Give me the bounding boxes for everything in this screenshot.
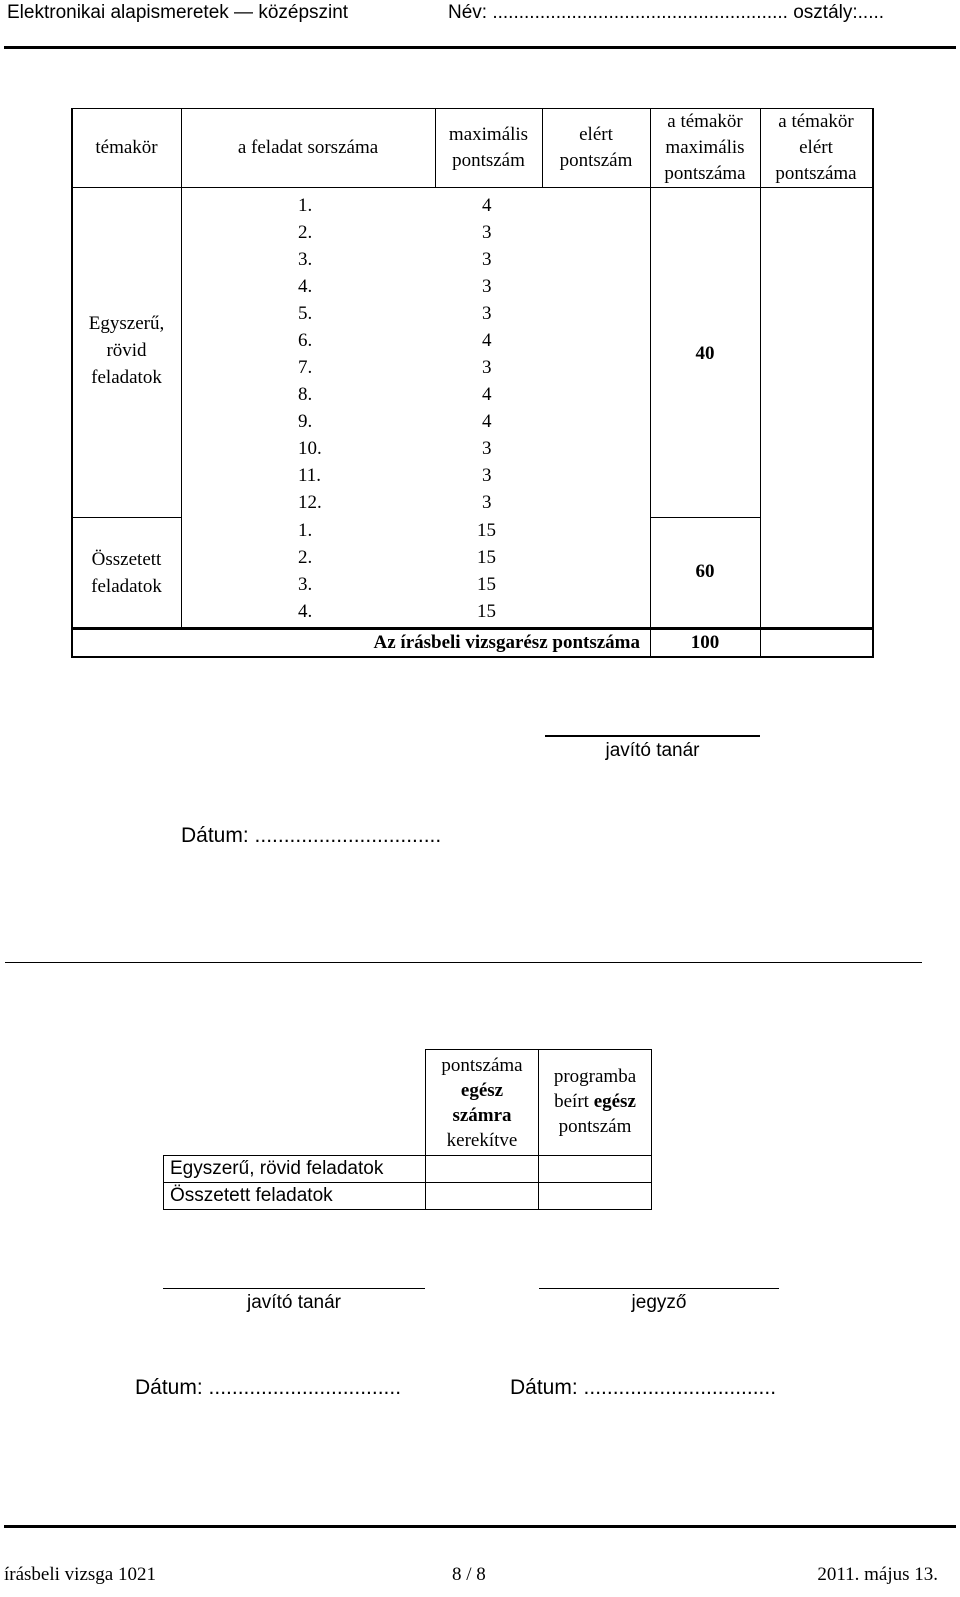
col-header-rounded-points: pontszáma egész számra kerekítve	[441, 1054, 523, 1151]
table-row-number: 2.	[298, 547, 313, 568]
signature-line	[163, 1288, 425, 1289]
total-value: 100	[690, 631, 720, 653]
total-label: Az írásbeli vizsgarész pontszáma	[373, 631, 640, 653]
table-row-number: 4.	[298, 276, 313, 297]
col-header-max-points: maximális pontszám	[448, 123, 529, 171]
date-field: Dátum: .................................	[510, 1376, 777, 1399]
table-row-max: 4	[482, 330, 492, 351]
table-row-max: 4	[482, 195, 492, 216]
table-row-max: 3	[482, 357, 492, 378]
table-row-number: 8.	[298, 384, 313, 405]
col-header-task-number: a feladat sorszáma	[237, 136, 379, 158]
table-row-max: 3	[482, 438, 492, 459]
table-row-number: 2.	[298, 222, 313, 243]
topic-complex-tasks: Összetett feladatok	[91, 548, 162, 597]
table-row-number: 6.	[298, 330, 313, 351]
table-row-number: 4.	[298, 601, 313, 622]
table-row-label: Egyszerű, rövid feladatok	[170, 1158, 384, 1179]
section-divider	[5, 962, 922, 963]
footer-date: 2011. május 13.	[817, 1564, 938, 1585]
footer-page-number: 8 / 8	[452, 1564, 486, 1585]
table-row-max: 3	[482, 492, 492, 513]
signature-role-corrector: javító tanár	[605, 740, 700, 761]
table-row-number: 11.	[298, 465, 322, 486]
footer-exam-code: írásbeli vizsga 1021	[4, 1564, 156, 1585]
table-row-label: Összetett feladatok	[170, 1185, 333, 1206]
col-header-topic-max: a témakör maximális pontszáma	[664, 110, 746, 184]
table-row-number: 1.	[298, 195, 313, 216]
footer-rule	[4, 1525, 956, 1528]
table-row-number: 3.	[298, 574, 313, 595]
table-row-max: 15	[477, 547, 496, 568]
table-row-number: 7.	[298, 357, 313, 378]
table-row-max: 15	[477, 574, 496, 595]
header-left: Elektronikai alapismeretek — középszint	[7, 2, 349, 23]
table-row-number: 3.	[298, 249, 313, 270]
topic-max-simple: 40	[695, 343, 715, 364]
col-header-topic-earned: a témakör elért pontszáma	[775, 110, 857, 184]
signature-role-corrector: javító tanár	[247, 1292, 341, 1313]
table-row-max: 3	[482, 303, 492, 324]
signature-role-notary: jegyző	[631, 1292, 687, 1313]
topic-simple-tasks: Egyszerű, rövid feladatok	[88, 312, 165, 388]
table-row-number: 5.	[298, 303, 313, 324]
table-row-number: 10.	[298, 438, 322, 459]
col-header-earned-points: elért pontszám	[559, 123, 633, 171]
table-row-max: 3	[482, 249, 492, 270]
table-row-number: 9.	[298, 411, 313, 432]
signature-line	[539, 1288, 779, 1289]
table-row-max: 15	[477, 601, 496, 622]
table-row-number: 12.	[298, 492, 322, 513]
table-row-max: 4	[482, 384, 492, 405]
topic-max-complex: 60	[695, 561, 715, 582]
header-name-class-line: Név: ........................................................ osztály:.....	[448, 2, 885, 23]
table-row-max: 3	[482, 276, 492, 297]
table-row-number: 1.	[298, 520, 313, 541]
table-row-max: 3	[482, 465, 492, 486]
col-header-topic: témakör	[95, 136, 158, 158]
col-header-entered-points: programba beírt egész pontszám	[553, 1066, 637, 1137]
table-row-max: 15	[477, 520, 496, 541]
signature-line	[545, 735, 760, 737]
date-field: Dátum: .................................	[135, 1376, 402, 1399]
table-row-max: 3	[482, 222, 492, 243]
score-table	[0, 0, 960, 700]
table-row-max: 4	[482, 411, 492, 432]
date-field: Dátum: ................................	[181, 824, 442, 847]
